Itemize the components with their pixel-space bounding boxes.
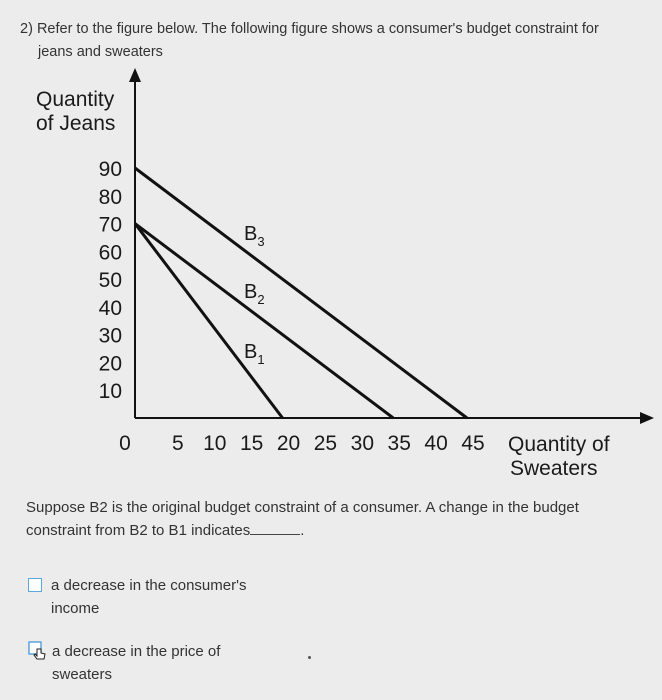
y-axis-label-line2: of Jeans: [36, 112, 116, 135]
question-number: 2): [20, 21, 33, 37]
budget-line-b1: [135, 224, 283, 418]
prompt-line2: constraint from B2 to B1 indicates: [26, 522, 251, 539]
y-axis-label-line1: Quantity: [36, 88, 115, 111]
y-tick-label: 20: [98, 352, 122, 376]
y-tick-label: 30: [98, 324, 122, 348]
series-subscript-b1: 1: [257, 352, 265, 367]
x-tick-label: 25: [313, 432, 338, 455]
x-axis-arrow: [640, 412, 654, 424]
y-axis-arrow: [129, 68, 141, 82]
hand-cursor-icon: [28, 641, 48, 661]
prompt-line1: Suppose B2 is the original budget constraint of a consumer. A change in the budget: [26, 499, 579, 516]
prompt-text: Suppose B2 is the original budget constraint of a consumer. A change in the budget constraint from B2 to B1 indicates .: [26, 499, 579, 539]
y-tick-label: 90: [98, 158, 122, 181]
checkbox-icon[interactable]: [28, 578, 42, 592]
series-label-b2: $B_2$: [244, 281, 265, 307]
series-label-b1: $B_1$: [244, 341, 265, 367]
option-b[interactable]: [28, 640, 272, 686]
y-tick-label: 10: [98, 380, 122, 404]
question-text: [20, 18, 640, 64]
budget-line-b3: [135, 168, 467, 418]
stray-dot: [308, 656, 311, 659]
series-label-b3: $B_3$: [244, 223, 265, 249]
x-tick-label: 45: [461, 432, 485, 455]
y-tick-label: 50: [98, 269, 122, 293]
x-axis-label-line2: Sweaters: [510, 457, 598, 480]
option-a-line2: income: [51, 600, 100, 617]
option-a-line1: a decrease in the consumer's: [51, 577, 247, 594]
budget-line-b2: [135, 224, 393, 418]
x-tick-label: 30: [350, 432, 375, 455]
y-tick-label: 60: [98, 241, 122, 265]
question-line2: jeans and sweaters: [38, 44, 163, 60]
option-b-line1: a decrease in the price of: [52, 643, 221, 660]
series-subscript-b2: 2: [257, 292, 265, 307]
y-tick-label: 80: [98, 185, 122, 209]
y-tick-label: 70: [98, 213, 122, 237]
option-a[interactable]: [28, 574, 271, 620]
x-tick-label: 15: [239, 432, 264, 455]
series-subscript-b3: 3: [257, 234, 265, 249]
origin-label: 0: [119, 432, 131, 455]
x-axis-label-line1: Quantity of: [508, 433, 610, 456]
x-tick-label: 5: [172, 432, 184, 455]
y-tick-label: 40: [98, 296, 122, 320]
x-tick-label: 10: [203, 432, 227, 455]
x-tick-label: 35: [387, 432, 411, 455]
answer-blank: [250, 520, 300, 535]
x-tick-label: 20: [276, 432, 301, 455]
question-line1: Refer to the figure below. The following figure shows a consumer's budget constraint for: [36, 21, 599, 37]
option-b-line2: sweaters: [52, 666, 113, 683]
budget-constraint-chart: [0, 60, 662, 480]
x-tick-label: 40: [424, 432, 448, 455]
